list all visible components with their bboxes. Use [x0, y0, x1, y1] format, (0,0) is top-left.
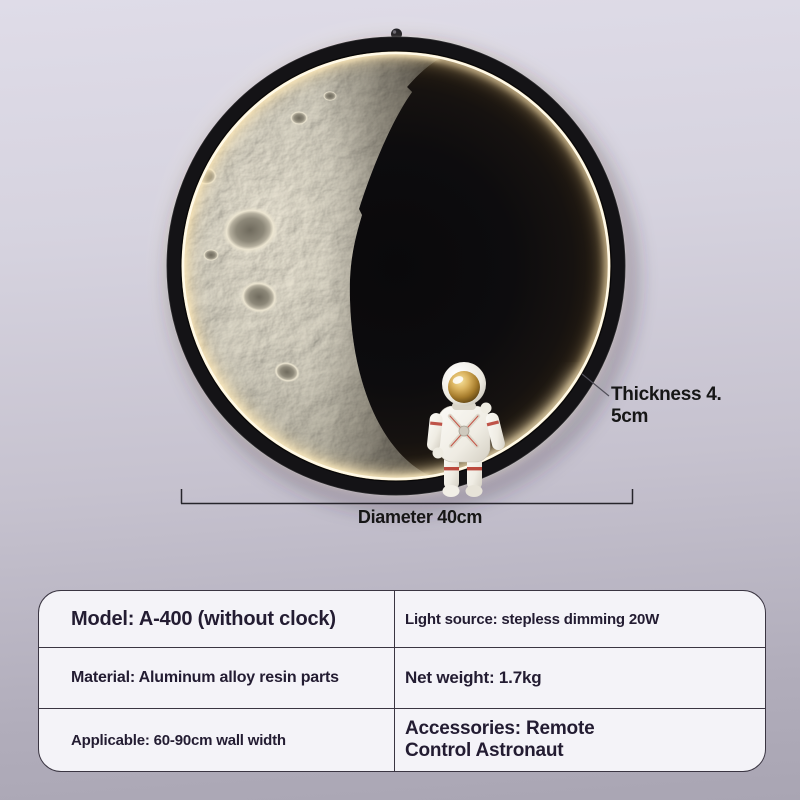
- thickness-annotation-line1: Thickness 4.: [611, 384, 722, 405]
- thickness-annotation-line2: 5cm: [611, 406, 649, 427]
- spec-table: [38, 590, 766, 772]
- spec-cell-light-source: Light source: stepless dimming 20W: [395, 591, 765, 648]
- thickness-annotation: [611, 384, 751, 428]
- spec-cell-material: Material: Aluminum alloy resin parts: [39, 648, 395, 709]
- spec-cell-net-weight: Net weight: 1.7kg: [395, 648, 765, 709]
- diameter-annotation: Diameter 40cm: [357, 507, 483, 527]
- spec-cell-accessories: [395, 709, 765, 771]
- gold-visor: [448, 371, 480, 403]
- spec-cell-model: Model: A-400 (without clock): [39, 591, 395, 648]
- spec-cell-accessories-text: Accessories: Remote Control Astronaut: [405, 717, 595, 761]
- spec-cell-applicable: Applicable: 60-90cm wall width: [39, 709, 395, 771]
